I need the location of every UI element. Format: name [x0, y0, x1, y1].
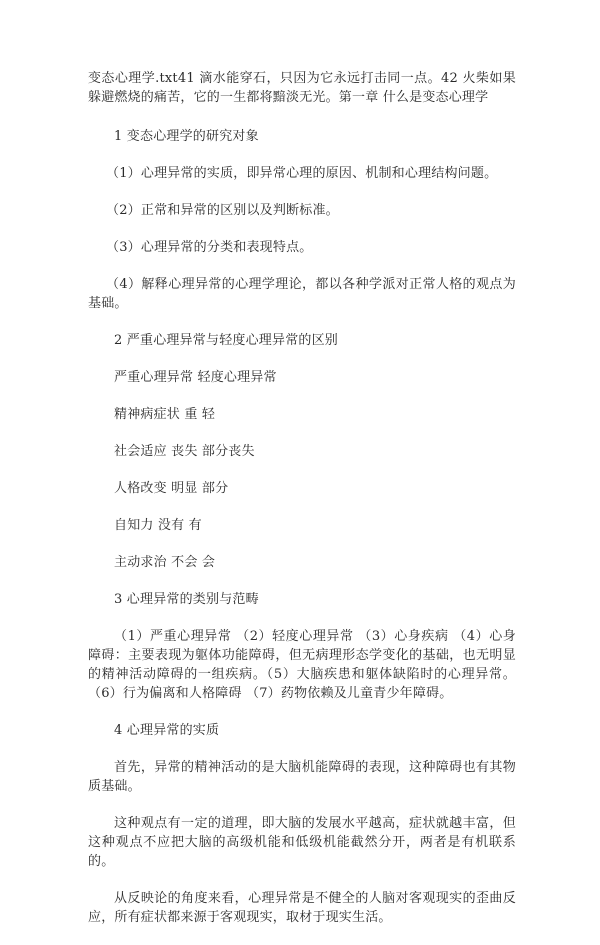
section-1-item: （3）心理异常的分类和表现特点。	[106, 240, 313, 255]
comparison-row: 社会适应 丧失 部分丧失	[114, 444, 255, 459]
comparison-row: 自知力 没有 有	[114, 518, 202, 533]
section-4-paragraph: 这种观点有一定的道理，即大脑的发展水平越高，症状就越丰富，但这种观点不应把大脑的高级机能和低级机能截然分开，两者是有机联系的。	[88, 816, 516, 869]
section-3-heading: 3 心理异常的类别与范畴	[114, 592, 259, 607]
section-4-paragraph: 从反映论的角度来看，心理异常是不健全的人脑对客观现实的歪曲反应，所有症状都来源于客观现实，取材于现实生活。	[88, 891, 516, 925]
section-1-item: （4）解释心理异常的心理学理论，都以各种学派对正常人格的观点为基础。	[88, 277, 516, 311]
document-page	[88, 69, 516, 945]
comparison-row: 精神病症状 重 轻	[114, 407, 216, 422]
section-4-heading: 4 心理异常的实质	[114, 723, 220, 738]
comparison-row: 人格改变 明显 部分	[114, 481, 229, 496]
section-2-heading: 2 严重心理异常与轻度心理异常的区别	[114, 333, 339, 348]
comparison-row: 严重心理异常 轻度心理异常	[114, 370, 277, 385]
section-1-item: （2）正常和异常的区别以及判断标准。	[106, 203, 339, 218]
section-4-paragraph: 首先，异常的精神活动的是大脑机能障碍的表现，这种障碍也有其物质基础。	[88, 760, 516, 794]
intro-paragraph: 变态心理学.txt41 滴水能穿石，只因为它永远打击同一点。42 火柴如果躲避燃烧的痛苦，它的一生都将黯淡无光。第一章 什么是变态心理学	[88, 71, 516, 105]
section-1-item: （1）心理异常的实质，即异常心理的原因、机制和心理结构问题。	[106, 166, 498, 181]
section-3-body: （1）严重心理异常 （2）轻度心理异常 （3）心身疾病 （4）心身障碍：主要表现为躯体功能障碍，但无病理形态学变化的基础，也无明显的精神活动障碍的一组疾病。（5）大脑疾患和躯体缺陷时的心理异常。 （6）行为偏离和人格障碍 （7）药物依赖及儿童青少年障碍。	[88, 629, 516, 701]
section-1-heading: 1 变态心理学的研究对象	[114, 129, 259, 144]
comparison-row: 主动求治 不会 会	[114, 555, 216, 570]
